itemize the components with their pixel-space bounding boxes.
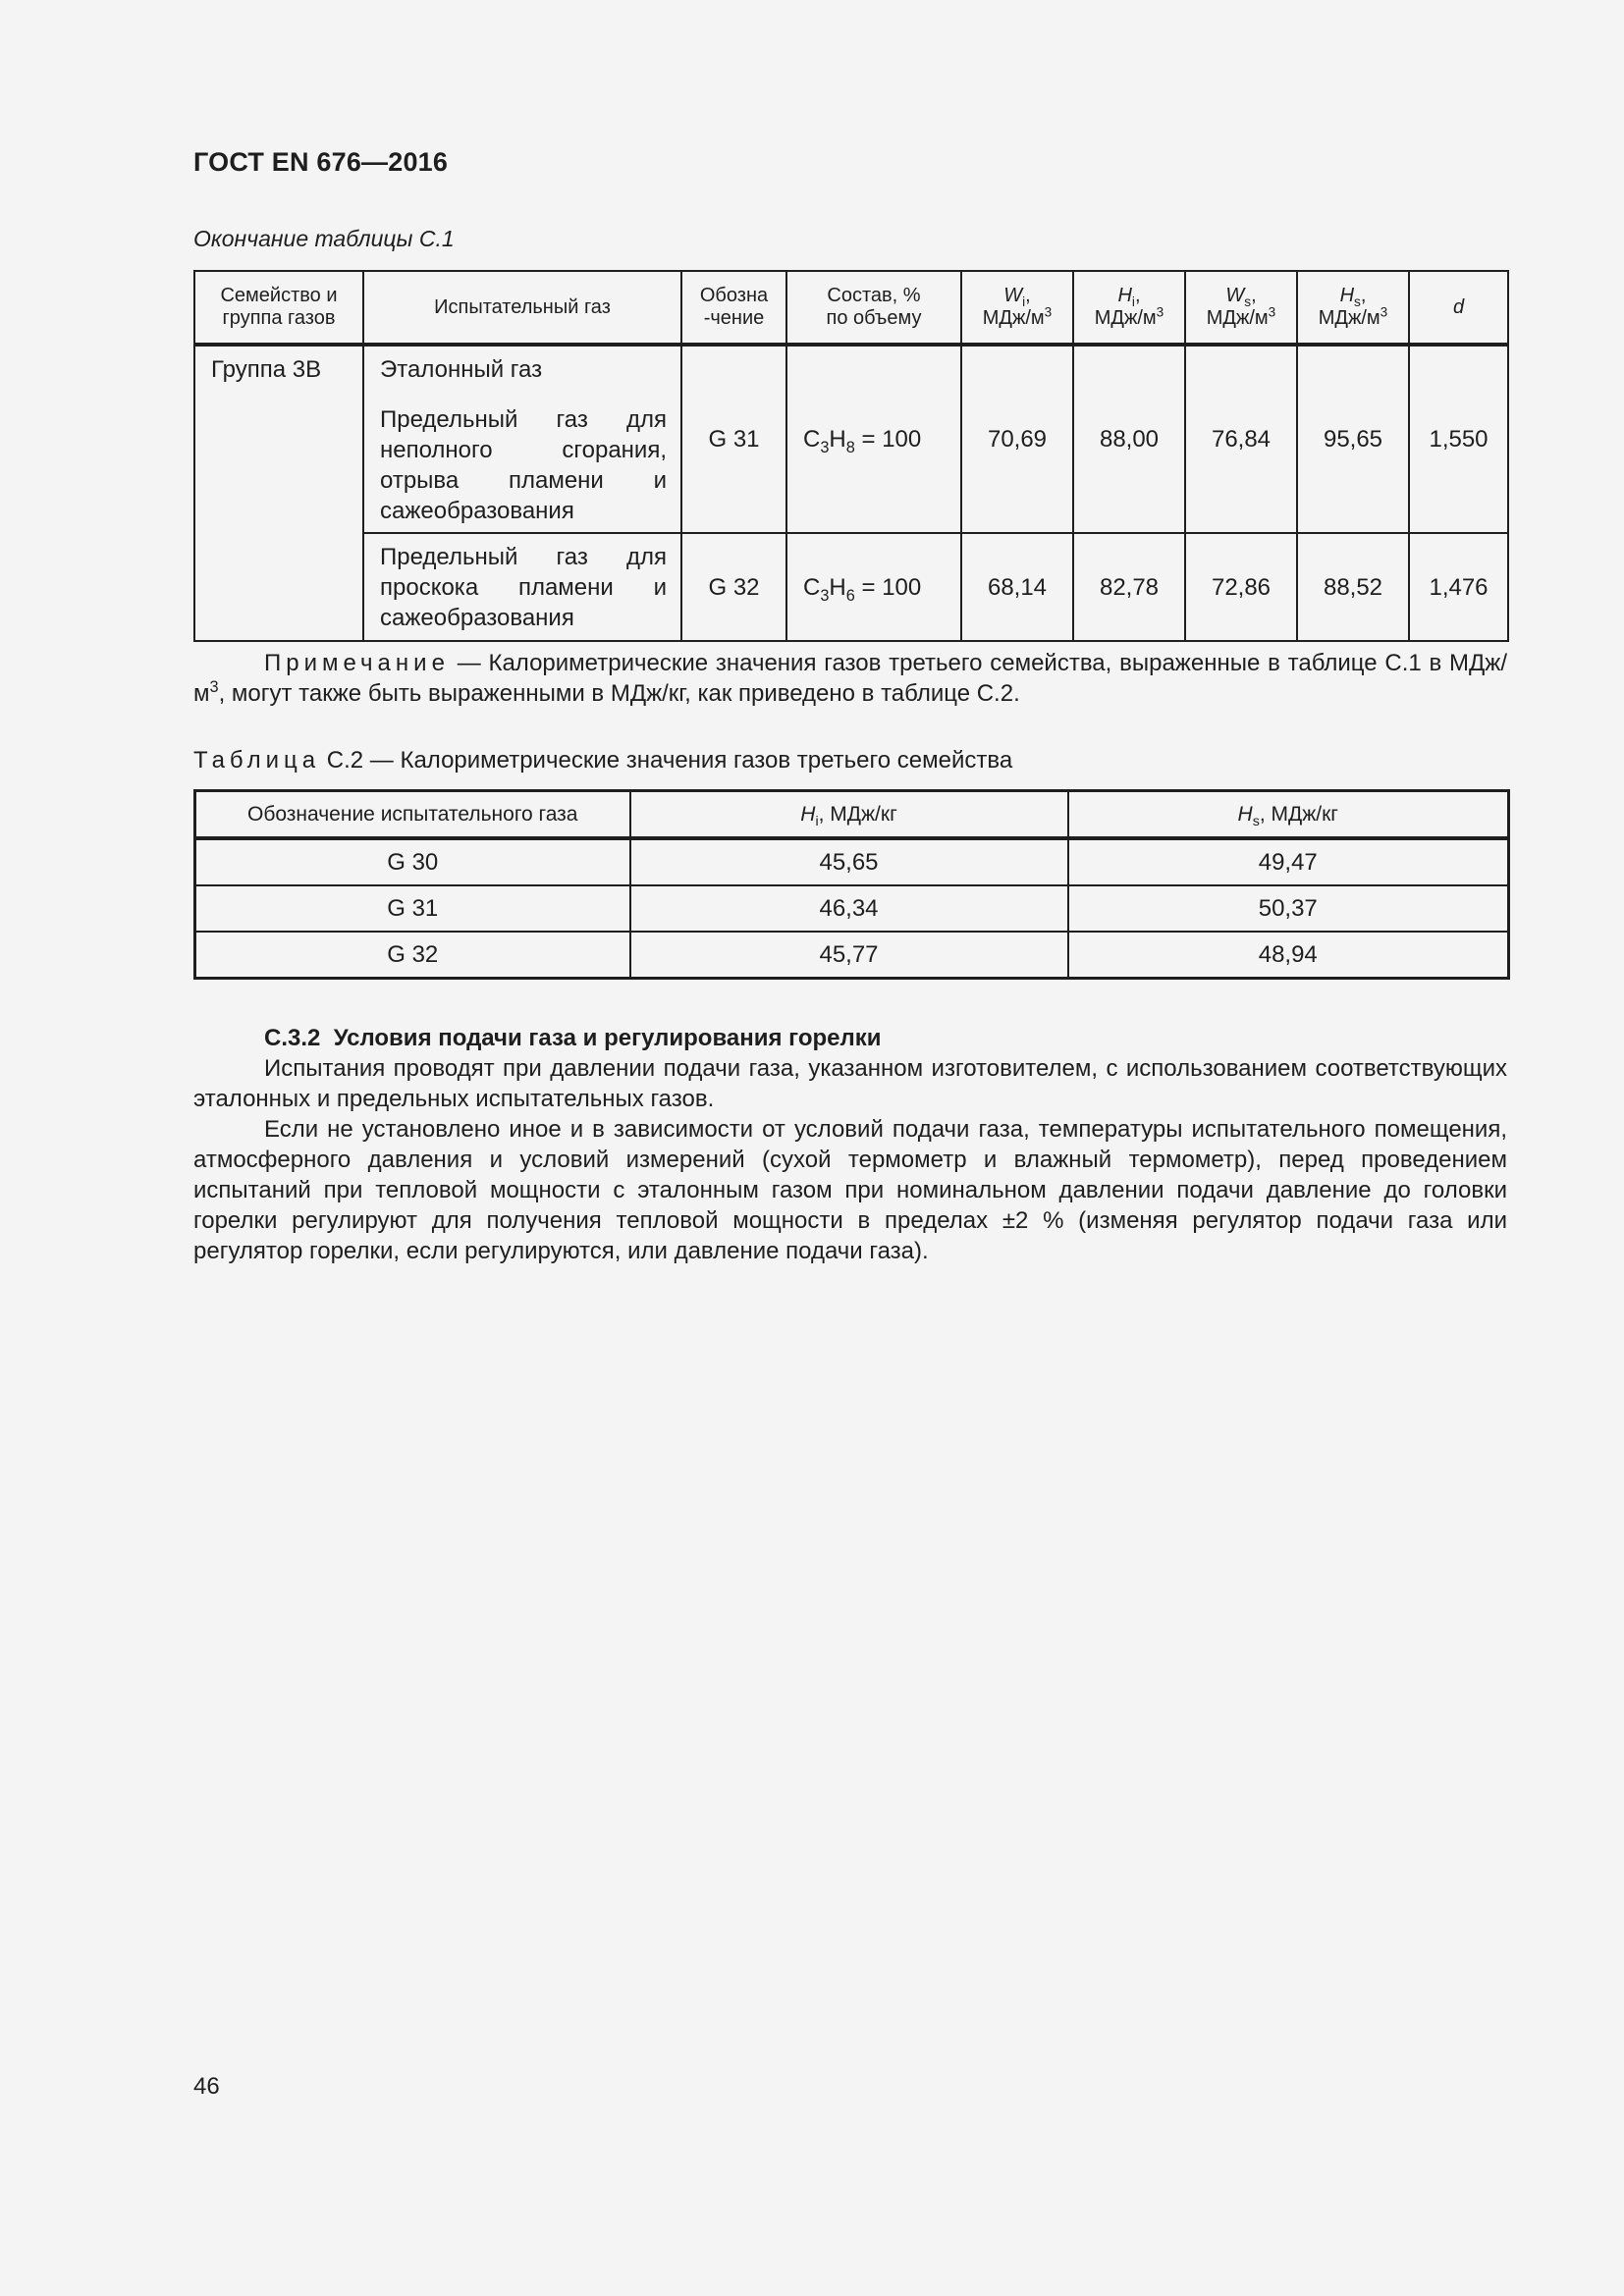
comp-val: = 100 [854, 426, 922, 453]
hi-cell: 82,78 [1073, 533, 1185, 641]
designation-cell: G 32 [195, 932, 630, 979]
wi-cell: 68,14 [961, 533, 1073, 641]
hs-cell: 49,47 [1068, 838, 1509, 885]
wi-symbol: W [1003, 285, 1023, 306]
designation-cell: G 31 [195, 885, 630, 932]
ws-exp: 3 [1268, 304, 1276, 320]
header-hs: $H_s$, МДж/$м^3$ [1297, 271, 1409, 345]
note-text-b: , могут также быть выраженными в МДж/кг, как приведено в таблице С.2. [218, 680, 1020, 707]
comp-h-sub: 6 [845, 586, 855, 605]
hs-sub: s [1354, 294, 1361, 309]
ws-cell: 72,86 [1185, 533, 1297, 641]
header-composition [786, 271, 961, 345]
header-family-text: Семейство и группа газов [220, 285, 338, 329]
hs-cell: 95,65 [1297, 345, 1409, 533]
table-note [193, 648, 1507, 709]
gas-cell [363, 345, 681, 533]
comp-val: = 100 [854, 573, 922, 601]
gas-limit: Предельный газ для неполного сгорания, отрыва пламени и сажеобразования [380, 406, 667, 524]
hs-cell: 48,94 [1068, 932, 1509, 979]
hs-unit: , МДж/кг [1259, 802, 1338, 826]
wi-exp: 3 [1044, 304, 1053, 320]
wi-sub: i [1022, 294, 1026, 309]
header-hi [630, 791, 1068, 839]
gas-reference: Эталонный газ [380, 356, 543, 383]
hi-cell: 46,34 [630, 885, 1068, 932]
hi-exp: 3 [1156, 304, 1164, 320]
table-row [194, 533, 1508, 641]
header-hs [1068, 791, 1509, 839]
hs-cell: 50,37 [1068, 885, 1509, 932]
hs-sub: s [1252, 813, 1260, 829]
d-cell: 1,550 [1409, 345, 1508, 533]
section-paragraph: Если не установлено иное и в зависимости от условий подачи газа, температуры испытательного помещения, атмосферного давления и условий измерений (сухой термометр и влажный термометр), перед проведением испытаний при тепловой мощности с эталонным газом при номинальном давлении подачи давление до головки горелки регулируют для получения тепловой мощности в пределах ±2 % (изменяя регулятор подачи газа или регулятор горелки, если регулируются, или давление подачи газа). [193, 1116, 1507, 1264]
table-row [194, 345, 1508, 533]
ws-cell: 76,84 [1185, 345, 1297, 533]
table-c1 [193, 270, 1509, 642]
table-c1-header-row [194, 271, 1508, 345]
ws-unit: МДж/м [1206, 307, 1269, 329]
designation-cell: G 32 [681, 533, 786, 641]
section-paragraph: Испытания проводят при давлении подачи газа, указанном изготовителем, с использованием соответствующих эталонных и предельных испытательных газов. [193, 1055, 1507, 1112]
composition-cell [786, 345, 961, 533]
header-wi: $W_i$, МДж/$м^3$ [961, 271, 1073, 345]
table-row [195, 932, 1509, 979]
comp-c: C [803, 426, 821, 453]
comp-h: H [829, 573, 846, 601]
table-c1-caption: Окончание таблицы С.1 [193, 226, 455, 251]
family-cell: Группа 3В [194, 345, 363, 641]
table-c2-caption-label: Таблица [193, 747, 321, 774]
note-text-a: — Калориметрические значения газов третьего семейства, выраженные в таблице С.1 в МДж/м [193, 650, 1507, 707]
composition-cell [786, 533, 961, 641]
header-designation: Обозначение испытательного газа [195, 791, 630, 839]
wi-cell: 70,69 [961, 345, 1073, 533]
ws-symbol: W [1225, 285, 1245, 306]
page-number: 46 [193, 2073, 220, 2100]
hi-symbol: H [1117, 285, 1132, 306]
header-d: d [1409, 271, 1508, 345]
note-exp: 3 [209, 678, 219, 696]
table-c2-header-row [195, 791, 1509, 839]
hs-unit: МДж/м [1318, 307, 1380, 329]
comp-h-sub: 8 [845, 438, 855, 456]
gas-cell [363, 533, 681, 641]
table-c2-caption-text: С.2 — Калориметрические значения газов третьего семейства [320, 747, 1013, 774]
table-row [195, 838, 1509, 885]
document-header: ГОСТ EN 676—2016 [193, 147, 449, 177]
gas-limit: Предельный газ для проскока пламени и сажеобразования [380, 544, 667, 631]
table-c2-caption [193, 747, 1012, 774]
hi-sub: i [1131, 294, 1135, 309]
header-hi: $H_i$, МДж/$м^3$ [1073, 271, 1185, 345]
hs-cell: 88,52 [1297, 533, 1409, 641]
ws-sub: s [1244, 294, 1252, 309]
header-composition-text: Состав, % по объему [826, 285, 922, 329]
hs-symbol: H [1237, 802, 1253, 826]
designation-cell: G 30 [195, 838, 630, 885]
table-row [195, 885, 1509, 932]
hi-cell: 45,77 [630, 932, 1068, 979]
hs-exp: 3 [1380, 304, 1388, 320]
wi-unit: МДж/м [982, 307, 1045, 329]
hi-unit: , МДж/кг [818, 802, 897, 826]
header-designation [681, 271, 786, 345]
comp-c-sub: 3 [820, 586, 830, 605]
comp-c: C [803, 573, 821, 601]
hi-unit: МДж/м [1094, 307, 1157, 329]
hi-cell: 45,65 [630, 838, 1068, 885]
header-designation-text: Обозна-чение [699, 285, 769, 329]
hi-cell: 88,00 [1073, 345, 1185, 533]
comp-c-sub: 3 [820, 438, 830, 456]
section-c32 [193, 1023, 1507, 1266]
table-c2 [193, 789, 1510, 980]
designation-cell: G 31 [681, 345, 786, 533]
header-family [194, 271, 363, 345]
header-ws: $W_s$, МДж/$м^3$ [1185, 271, 1297, 345]
note-label: Примечание [264, 650, 450, 676]
hs-symbol: H [1339, 285, 1355, 306]
d-cell: 1,476 [1409, 533, 1508, 641]
header-gas: Испытательный газ [363, 271, 681, 345]
section-heading: С.3.2 Условия подачи газа и регулирования горелки [264, 1025, 882, 1051]
hi-sub: i [815, 813, 819, 829]
comp-h: H [829, 426, 846, 453]
hi-symbol: H [800, 802, 816, 826]
